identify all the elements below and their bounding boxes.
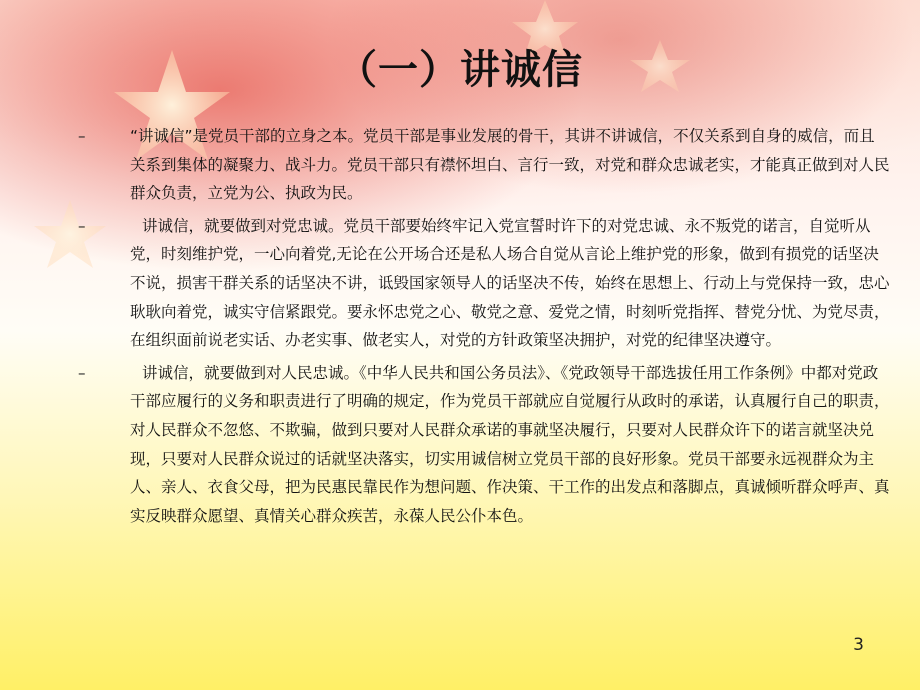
- flag-star-icon: [34, 200, 106, 268]
- bullet-item: [78, 359, 890, 531]
- bullet-text: 讲诚信，就要做到对党忠诚。党员干部要始终牢记入党宣誓时许下的对党忠诚、永不叛党的诺言，自觉听从党，时刻维护党，一心向着党,无论在公开场合还是私人场合自觉从言论上维护党的形象，做到有损党的话坚决不说，损害干群关系的话坚决不讲，诋毁国家领导人的话坚决不传，始终在思想上、行动上与党保持一致，忠心耿耿向着党，诚实守信紧跟党。要永怀忠党之心、敬党之意、爱党之情，时刻听党指挥、替党分忧、为党尽责，在组织面前说老实话、办老实事、做老实人，对党的方针政策坚决拥护，对党的纪律坚决遵守。: [130, 216, 890, 350]
- bullet-list: [78, 122, 890, 534]
- page-number: 3: [853, 635, 864, 655]
- bullet-text: “讲诚信”是党员干部的立身之本。党员干部是事业发展的骨干，其讲不讲诚信，不仅关系到自身的威信，而且关系到集体的凝聚力、战斗力。党员干部只有襟怀坦白、言行一致，对党和群众忠诚老实，才能真正做到对人民群众负责，立党为公、执政为民。: [130, 127, 890, 203]
- bullet-item: [78, 212, 890, 355]
- bullet-text: 讲诚信，就要做到对人民忠诚。《中华人民共和国公务员法》、《党政领导干部选拔任用工作条例》中都对党政干部应履行的义务和职责进行了明确的规定，作为党员干部就应自觉履行从政时的承诺，认真履行自己的职责，对人民群众不忽悠、不欺骗，做到只要对人民群众承诺的事就坚决履行，只要对人民群众许下的诺言就坚决兑现，只要对人民群众说过的话就坚决落实，切实用诚信树立党员干部的良好形象。党员干部要永远视群众为主人、亲人、衣食父母，把为民惠民靠民作为想问题、作决策、干工作的出发点和落脚点，真诚倾听群众呼声、真实反映群众愿望、真情关心群众疾苦，永葆人民公仆本色。: [130, 363, 890, 525]
- bullet-marker: –: [78, 216, 86, 235]
- bullet-marker: –: [78, 127, 86, 145]
- bullet-marker: –: [78, 363, 86, 382]
- slide-title: （一）讲诚信: [337, 47, 583, 93]
- bullet-item: [78, 122, 890, 208]
